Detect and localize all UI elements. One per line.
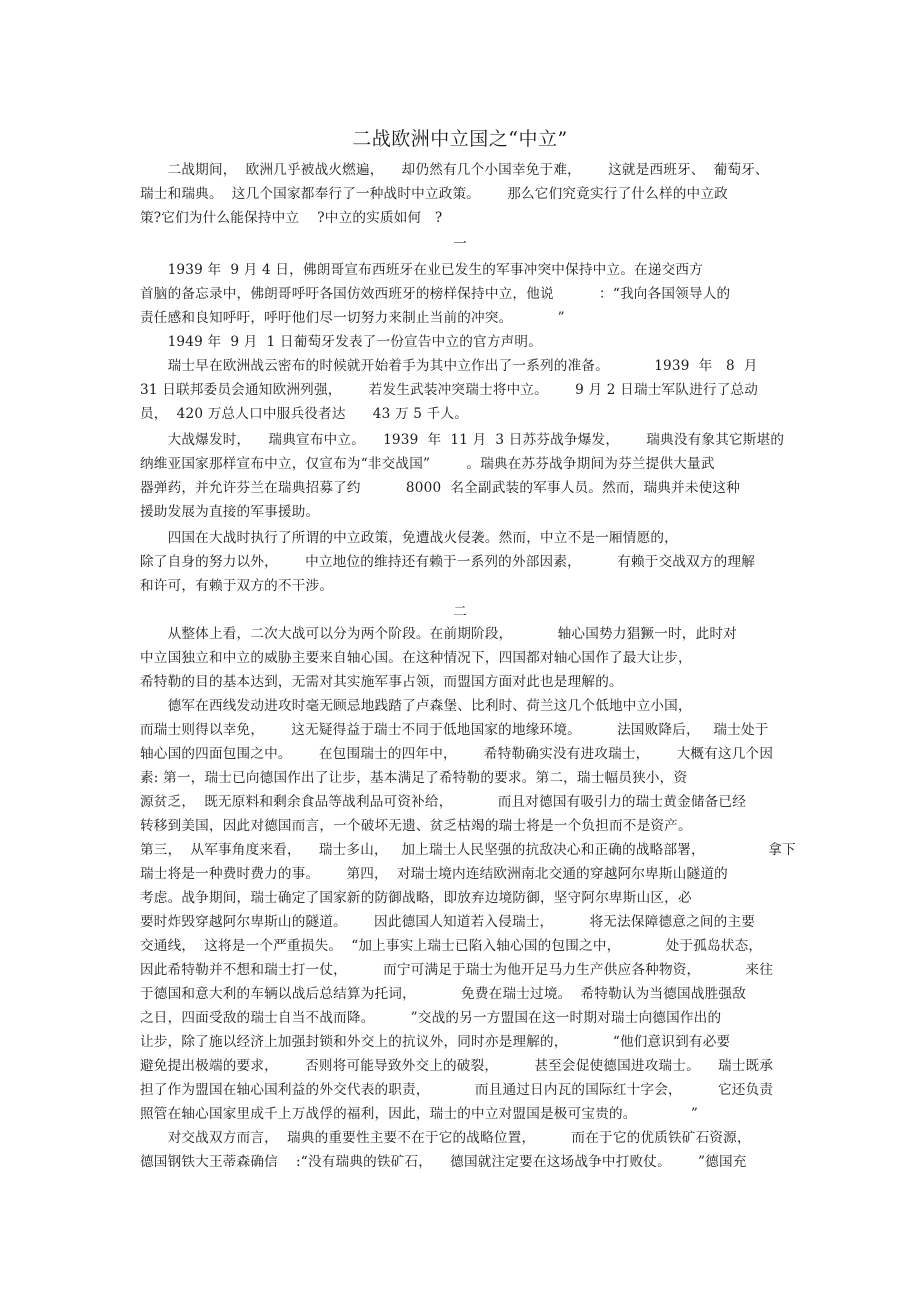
paragraph-line: 让步，除了施以经济上加强封锁和外交上的抗议外，同时亦是理解的， “他们意识到有必要 <box>140 1034 731 1050</box>
paragraph-line: 瑞士将是一种费时费力的事。 第四， 对瑞士境内连结欧洲南北交通的穿越阿尔卑斯山隧道的 <box>140 866 728 882</box>
paragraph-line: 德军在西线发动进攻时毫无顾忌地践踏了卢森堡、比利时、荷兰这几个低地中立小国， <box>140 698 692 714</box>
paragraph-line: 避免提出极端的要求， 否则将可能导致外交上的破裂， 甚至会促使德国进攻瑞士。 瑞士既承 <box>140 1058 774 1074</box>
paragraph-line: 因此希特勒并不想和瑞士打一仗， 而宁可满足于瑞士为他开足马力生产供应各种物资， 来往 <box>140 962 774 978</box>
paragraph-line: 瑞士和瑞典。 这几个国家都奉行了一种战时中立政策。 那么它们究竟实行了什么样的中立政 <box>140 186 728 202</box>
paragraph-line: 员， 420 万总人口中服兵役者达 43 万 5 千人。 <box>140 406 469 422</box>
paragraph-line: 除了自身的努力以外， 中立地位的维持还有赖于一系列的外部因素， 有赖于交战双方的理解 <box>140 554 756 570</box>
section-heading-two: 二 <box>453 604 467 620</box>
paragraph-line: 四国在大战时执行了所谓的中立政策，免遭战火侵袭。然而，中立不是一厢情愿的， <box>140 530 678 546</box>
page-title: 二战欧洲中立国之“中立” <box>352 128 568 150</box>
paragraph-line: 德国钢铁大王蒂森确信 :“没有瑞典的铁矿石， 德国就注定要在这场战争中打败仗。 ”德国充 <box>140 1154 747 1170</box>
paragraph-line: 大战爆发时， 瑞典宣布中立。 1939 年 11 月 3 日苏芬战争爆发， 瑞典没有象其它斯堪的 <box>140 432 785 448</box>
paragraph-line: 之日，四面受敌的瑞士自当不战而降。 ”交战的另一方盟国在这一时期对瑞士向德国作出的 <box>140 1010 722 1026</box>
paragraph-line: 第三， 从军事角度来看， 瑞士多山， 加上瑞士人民坚强的抗敌决心和正确的战略部署， 拿下 <box>140 842 796 858</box>
paragraph-line: 二战期间， 欧洲几乎被战火燃遍， 却仍然有几个小国幸免于难， 这就是西班牙、 葡萄牙、 <box>140 162 769 178</box>
paragraph-line: 考虑。战争期间，瑞士确定了国家新的防御战略，即放弃边境防御，坚守阿尔卑斯山区，必 <box>140 890 692 906</box>
paragraph-line: 担了作为盟国在轴心国利益的外交代表的职责， 而且通过日内瓦的国际红十字会， 它还负责 <box>140 1082 774 1098</box>
paragraph-line: 要时炸毁穿越阿尔卑斯山的隧道。 因此德国人知道若入侵瑞士， 将无法保障德意之间的主要 <box>140 914 756 930</box>
paragraph-line: 素: 第一，瑞士已向德国作出了让步，基本满足了希特勒的要求。第二，瑞士幅员狭小，资 <box>140 770 688 786</box>
paragraph-line: 从整体上看，二次大战可以分为两个阶段。在前期阶段， 轴心国势力猖獗一时，此时对 <box>140 626 737 642</box>
paragraph-line: 转移到美国，因此对德国而言，一个破坏无遗、贫乏枯竭的瑞士将是一个负担而不是资产。 <box>140 818 692 834</box>
paragraph-line: 器弹药，并允许芬兰在瑞典招募了约 8000 名全副武装的军事人员。然而，瑞典并未使这种 <box>140 480 741 496</box>
paragraph-line: 于德国和意大利的车辆以战后总结算为托词， 免费在瑞士过境。 希特勒认为当德国战胜强敌 <box>140 986 746 1002</box>
paragraph-line: 首脑的备忘录中，佛朗哥呼吁各国仿效西班牙的榜样保持中立，他说 ：“我向各国领导人的 <box>140 286 731 302</box>
paragraph-line: 照管在轴心国家里成千上万战俘的福利，因此，瑞士的中立对盟国是极可宝贵的。 ” <box>140 1106 698 1122</box>
paragraph-line: 责任感和良知呼吁，呼吁他们尽一切努力来制止当前的冲突。 ” <box>140 310 565 326</box>
paragraph-line: 而瑞士则得以幸免， 这无疑得益于瑞士不同于低地国家的地缘环境。 法国败降后， 瑞士处于 <box>140 722 769 738</box>
paragraph-line: 策?它们为什么能保持中立 ?中立的实质如何 ? <box>140 210 443 226</box>
paragraph-line: 援助发展为直接的军事援助。 <box>140 504 320 520</box>
paragraph-line: 1939 年 9 月 4 日，佛朗哥宣布西班牙在业已发生的军事冲突中保持中立。在递交西方 <box>140 262 703 278</box>
paragraph-line: 交通线， 这将是一个严重损失。 “加上事实上瑞士已陷入轴心国的包围之中， 处于孤岛状态， <box>140 938 763 954</box>
section-heading-one: 一 <box>453 236 467 252</box>
paragraph-line: 和许可，有赖于双方的不干涉。 <box>140 578 334 594</box>
paragraph-line: 对交战双方而言， 瑞典的重要性主要不在于它的战略位置， 而在于它的优质铁矿石资源， <box>140 1130 751 1146</box>
paragraph-line: 源贫乏， 既无原料和剩余食品等战利品可资补给， 而且对德国有吸引力的瑞士黄金储备已经 <box>140 794 746 810</box>
paragraph-line: 瑞士早在欧洲战云密布的时候就开始着手为其中立作出了一系列的准备。 1939 年 8 月 <box>140 358 758 374</box>
paragraph-line: 1949 年 9 月 1 日葡萄牙发表了一份宣告中立的官方声明。 <box>140 334 542 350</box>
paragraph-line: 希特勒的目的基本达到，无需对其实施军事占领，而盟国方面对此也是理解的。 <box>140 674 623 690</box>
paragraph-line: 轴心国的四面包围之中。 在包围瑞士的四年中， 希特勒确实没有进攻瑞士， 大概有这几个因 <box>140 746 774 762</box>
paragraph-line: 纳维亚国家那样宣布中立，仅宣布为“非交战国” 。瑞典在苏芬战争期间为芬兰提供大量武 <box>140 456 715 472</box>
paragraph-line: 中立国独立和中立的威胁主要来自轴心国。在这种情况下，四国都对轴心国作了最大让步， <box>140 650 692 666</box>
paragraph-line: 31 日联邦委员会通知欧洲列强， 若发生武装冲突瑞士将中立。 9 月 2 日瑞士军队进行了总动 <box>140 382 759 398</box>
